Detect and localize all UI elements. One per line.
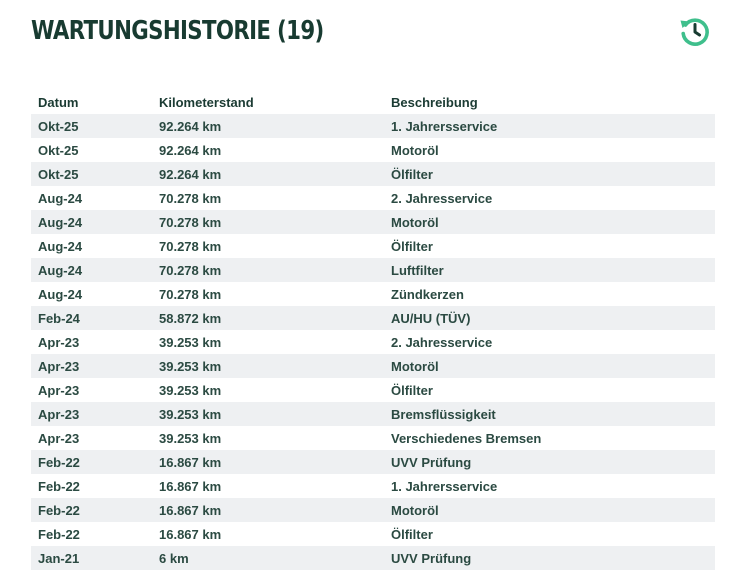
cell-description: AU/HU (TÜV) <box>384 306 715 330</box>
table-row <box>31 306 715 330</box>
cell-mileage: 16.867 km <box>159 526 222 542</box>
cell-date: Aug-24 <box>38 286 83 302</box>
table-row <box>31 162 715 186</box>
cell-date: Jan-21 <box>31 546 152 570</box>
table-row <box>31 282 715 306</box>
cell-mileage: 16.867 km <box>159 478 222 494</box>
cell-mileage: 16.867 km <box>152 450 384 474</box>
cell-date: Feb-22 <box>31 498 152 522</box>
cell-description: Zündkerzen <box>391 286 464 302</box>
history-button[interactable] <box>678 14 712 48</box>
cell-description: Ölfilter <box>391 238 433 254</box>
cell-date: Okt-25 <box>38 142 79 158</box>
cell-description: Ölfilter <box>391 382 433 398</box>
table-row <box>31 114 715 138</box>
cell-mileage: 92.264 km <box>152 162 384 186</box>
cell-date: Apr-23 <box>31 402 152 426</box>
cell-description: Ölfilter <box>384 162 715 186</box>
table-row <box>31 450 715 474</box>
table-row <box>31 258 715 282</box>
cell-mileage: 16.867 km <box>152 498 384 522</box>
cell-description: Motoröl <box>391 142 439 158</box>
cell-mileage: 39.253 km <box>152 354 384 378</box>
cell-mileage: 70.278 km <box>159 190 222 206</box>
table-row <box>31 234 715 258</box>
cell-date: Aug-24 <box>38 190 83 206</box>
cell-date: Apr-23 <box>31 354 152 378</box>
cell-description: UVV Prüfung <box>384 546 715 570</box>
table-row <box>31 498 715 522</box>
cell-description: Ölfilter <box>391 526 433 542</box>
cell-mileage: 6 km <box>152 546 384 570</box>
cell-date: Feb-22 <box>38 526 80 542</box>
cell-date: Okt-25 <box>31 114 152 138</box>
cell-date: Feb-22 <box>31 450 152 474</box>
cell-date: Feb-22 <box>38 478 80 494</box>
cell-date: Aug-24 <box>31 258 152 282</box>
table-row <box>31 354 715 378</box>
maintenance-history-table <box>31 90 715 570</box>
column-header-description: Beschreibung <box>391 94 478 110</box>
cell-mileage: 58.872 km <box>152 306 384 330</box>
table-row <box>31 210 715 234</box>
cell-description: 2. Jahresservice <box>391 334 493 350</box>
table-row <box>31 426 715 450</box>
cell-mileage: 39.253 km <box>159 430 222 446</box>
cell-description: 1. Jahrersservice <box>391 478 498 494</box>
cell-mileage: 70.278 km <box>152 258 384 282</box>
table-row <box>31 546 715 570</box>
cell-description: 1. Jahrersservice <box>384 114 715 138</box>
history-icon <box>678 14 712 48</box>
cell-mileage: 70.278 km <box>159 238 222 254</box>
table-row <box>31 186 715 210</box>
column-header-date: Datum <box>38 94 79 110</box>
cell-date: Apr-23 <box>38 430 80 446</box>
table-row <box>31 138 715 162</box>
cell-mileage: 70.278 km <box>159 286 222 302</box>
cell-date: Aug-24 <box>38 238 83 254</box>
cell-mileage: 39.253 km <box>152 402 384 426</box>
cell-description: Verschiedenes Bremsen <box>391 430 542 446</box>
cell-mileage: 39.253 km <box>159 334 222 350</box>
table-header-row <box>31 90 715 114</box>
cell-date: Feb-24 <box>31 306 152 330</box>
cell-mileage: 92.264 km <box>159 142 222 158</box>
cell-date: Okt-25 <box>31 162 152 186</box>
table-row <box>31 474 715 498</box>
cell-date: Apr-23 <box>38 382 80 398</box>
cell-mileage: 92.264 km <box>152 114 384 138</box>
column-header-mileage: Kilometerstand <box>159 94 254 110</box>
table-row <box>31 522 715 546</box>
table-row <box>31 378 715 402</box>
cell-date: Aug-24 <box>31 210 152 234</box>
cell-description: UVV Prüfung <box>384 450 715 474</box>
cell-description: Motoröl <box>384 210 715 234</box>
cell-description: Motoröl <box>384 354 715 378</box>
cell-description: Bremsflüssigkeit <box>384 402 715 426</box>
page-title: WARTUNGSHISTORIE (19) <box>31 16 324 46</box>
page-header <box>31 14 714 58</box>
cell-description: 2. Jahresservice <box>391 190 493 206</box>
table-row <box>31 330 715 354</box>
cell-mileage: 70.278 km <box>152 210 384 234</box>
cell-mileage: 39.253 km <box>159 382 222 398</box>
cell-description: Luftfilter <box>384 258 715 282</box>
cell-date: Apr-23 <box>38 334 80 350</box>
table-row <box>31 402 715 426</box>
cell-description: Motoröl <box>384 498 715 522</box>
